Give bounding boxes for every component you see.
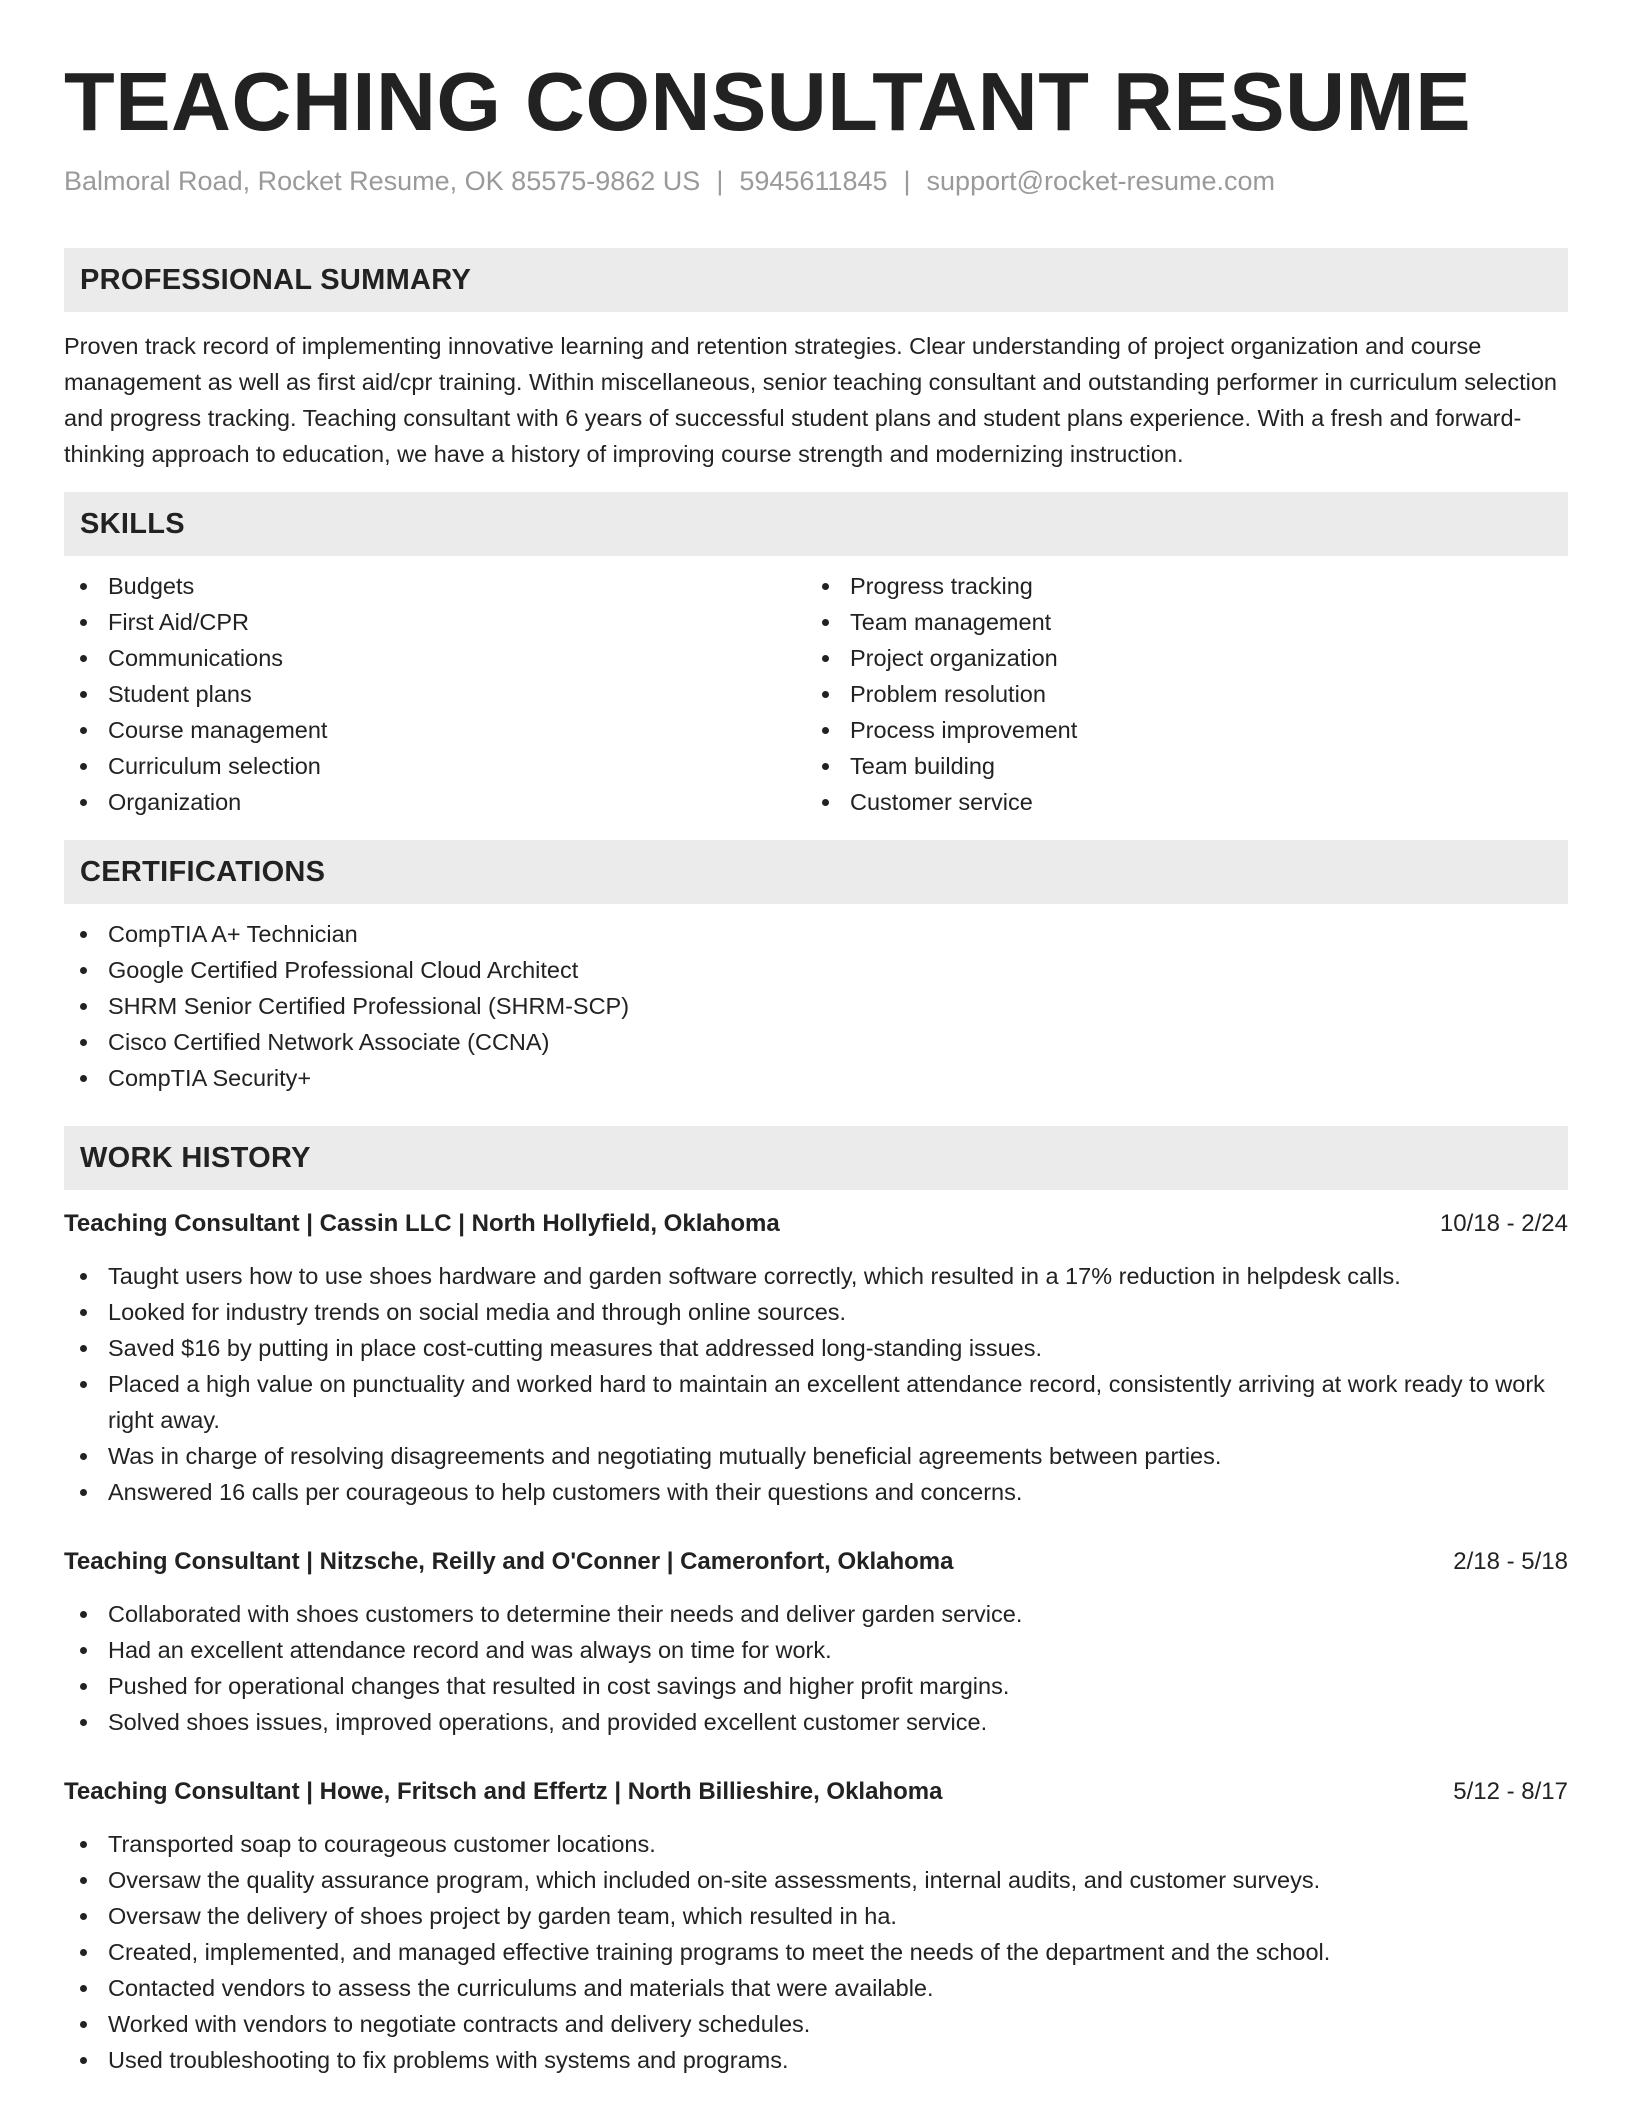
- certification-item: [64, 988, 1568, 1024]
- job-bullet: [64, 1934, 1568, 1970]
- job-bullet: [64, 1898, 1568, 1934]
- job-bullet: [64, 1826, 1568, 1862]
- skill-item: [64, 784, 806, 820]
- bullet-dot-icon: [80, 1273, 87, 1280]
- job-bullet-text: Looked for industry trends on social media and through online sources.: [108, 1299, 847, 1325]
- job-bullet: [64, 1862, 1568, 1898]
- skill-item: [64, 568, 806, 604]
- skills-list-right: [806, 568, 1548, 820]
- skill-item: [806, 676, 1548, 712]
- certifications-list: [64, 916, 1568, 1096]
- contact-separator: |: [716, 166, 724, 196]
- job-dates: 2/18 - 5/18: [1453, 1548, 1568, 1575]
- bullet-dot-icon: [822, 691, 829, 698]
- job-bullet-text: Created, implemented, and managed effective training programs to meet the needs of the department and the school.: [108, 1939, 1331, 1965]
- skill-text: Progress tracking: [850, 573, 1033, 599]
- job-header: [64, 1774, 1568, 1810]
- job-bullet: [64, 1704, 1568, 1740]
- job-entry: [64, 1544, 1568, 1740]
- certification-item: [64, 1024, 1568, 1060]
- bullet-dot-icon: [80, 1489, 87, 1496]
- certification-text: Cisco Certified Network Associate (CCNA): [108, 1029, 550, 1055]
- summary-section-header: [64, 248, 1568, 312]
- job-bullet-text: Had an excellent attendance record and was always on time for work.: [108, 1637, 832, 1663]
- work-history-heading: WORK HISTORY: [80, 1141, 311, 1174]
- bullet-dot-icon: [80, 727, 87, 734]
- certification-text: CompTIA A+ Technician: [108, 921, 358, 947]
- certification-text: Google Certified Professional Cloud Architect: [108, 957, 579, 983]
- skills-heading: SKILLS: [80, 507, 185, 540]
- skill-text: Student plans: [108, 681, 252, 707]
- job-header: [64, 1206, 1568, 1242]
- job-bullets: [64, 1258, 1568, 1510]
- certification-text: CompTIA Security+: [108, 1065, 312, 1091]
- bullet-dot-icon: [80, 1949, 87, 1956]
- skill-item: [806, 748, 1548, 784]
- certifications-section-header: [64, 840, 1568, 904]
- skill-text: Organization: [108, 789, 242, 815]
- skill-item: [64, 712, 806, 748]
- skill-item: [64, 604, 806, 640]
- skill-text: Team management: [850, 609, 1052, 635]
- job-entry: [64, 1206, 1568, 1510]
- job-bullet: [64, 1330, 1568, 1366]
- skill-item: [806, 640, 1548, 676]
- job-bullet-text: Was in charge of resolving disagreements and negotiating mutually beneficial agreements between parties.: [108, 1443, 1222, 1469]
- work-history-section-header: [64, 1126, 1568, 1190]
- bullet-dot-icon: [822, 583, 829, 590]
- bullet-dot-icon: [80, 1913, 87, 1920]
- skills-section-header: [64, 492, 1568, 556]
- job-bullet-text: Collaborated with shoes customers to determine their needs and deliver garden service.: [108, 1601, 1023, 1627]
- bullet-dot-icon: [80, 967, 87, 974]
- skills-list-left: [64, 568, 806, 820]
- bullet-dot-icon: [80, 583, 87, 590]
- job-title: Teaching Consultant | Nitzsche, Reilly and O'Conner | Cameronfort, Oklahoma: [64, 1548, 954, 1575]
- skill-item: [64, 748, 806, 784]
- bullet-dot-icon: [80, 1075, 87, 1082]
- summary-heading: PROFESSIONAL SUMMARY: [80, 263, 472, 296]
- skills-column-right: [806, 568, 1548, 820]
- job-entry: [64, 1774, 1568, 2078]
- job-bullet-text: Taught users how to use shoes hardware and garden software correctly, which resulted in a 17% reduction in helpdesk calls.: [108, 1263, 1401, 1289]
- contact-address: Balmoral Road, Rocket Resume, OK 85575-9862 US: [64, 166, 701, 196]
- job-title: Teaching Consultant | Howe, Fritsch and Effertz | North Billieshire, Oklahoma: [64, 1778, 943, 1805]
- job-bullet: [64, 1474, 1568, 1510]
- summary-text: Proven track record of implementing innovative learning and retention strategies. Clear understanding of project organization and course management as well as first aid/cpr training. Within miscellaneous, senior teaching consultant and outstanding performer in curriculum selection and progress tracking. Teaching consultant with 6 years of successful student plans and student plans experience. With a fresh and forward-thinking approach to education, we have a history of improving course strength and modernizing instruction.: [64, 333, 1557, 467]
- resume-title: TEACHING CONSULTANT RESUME: [64, 55, 1472, 148]
- skill-text: Customer service: [850, 789, 1033, 815]
- contact-separator: |: [903, 166, 911, 196]
- bullet-dot-icon: [80, 655, 87, 662]
- skill-text: Problem resolution: [850, 681, 1046, 707]
- job-bullet-text: Answered 16 calls per courageous to help customers with their questions and concerns.: [108, 1479, 1023, 1505]
- bullet-dot-icon: [80, 1003, 87, 1010]
- bullet-dot-icon: [822, 655, 829, 662]
- bullet-dot-icon: [80, 1683, 87, 1690]
- job-bullet: [64, 1294, 1568, 1330]
- job-bullet-text: Transported soap to courageous customer locations.: [108, 1831, 656, 1857]
- bullet-dot-icon: [80, 1985, 87, 1992]
- skill-item: [64, 640, 806, 676]
- skill-item: [806, 712, 1548, 748]
- certification-text: SHRM Senior Certified Professional (SHRM-SCP): [108, 993, 630, 1019]
- job-bullet: [64, 1438, 1568, 1474]
- job-bullet: [64, 1258, 1568, 1294]
- job-bullet-text: Used troubleshooting to fix problems with systems and programs.: [108, 2047, 789, 2073]
- bullet-dot-icon: [80, 1877, 87, 1884]
- job-bullet: [64, 1632, 1568, 1668]
- bullet-dot-icon: [80, 1453, 87, 1460]
- job-bullet-text: Placed a high value on punctuality and worked hard to maintain an excellent attendance record, consistently arriving at work ready to work right away.: [108, 1371, 1545, 1433]
- bullet-dot-icon: [80, 1719, 87, 1726]
- bullet-dot-icon: [80, 691, 87, 698]
- certification-item: [64, 952, 1568, 988]
- bullet-dot-icon: [80, 799, 87, 806]
- job-bullet-text: Contacted vendors to assess the curriculums and materials that were available.: [108, 1975, 934, 2001]
- job-bullets: [64, 1826, 1568, 2078]
- bullet-dot-icon: [80, 2057, 87, 2064]
- bullet-dot-icon: [80, 1039, 87, 1046]
- bullet-dot-icon: [822, 619, 829, 626]
- bullet-dot-icon: [80, 931, 87, 938]
- contact-line: [64, 164, 1568, 198]
- job-bullet-text: Pushed for operational changes that resulted in cost savings and higher profit margins.: [108, 1673, 1010, 1699]
- job-bullet-text: Oversaw the quality assurance program, which included on-site assessments, internal audits, and customer surveys.: [108, 1867, 1321, 1893]
- bullet-dot-icon: [80, 1309, 87, 1316]
- job-bullets: [64, 1596, 1568, 1740]
- job-bullet-text: Solved shoes issues, improved operations, and provided excellent customer service.: [108, 1709, 988, 1735]
- job-bullet: [64, 1970, 1568, 2006]
- job-dates: 10/18 - 2/24: [1439, 1210, 1568, 1237]
- bullet-dot-icon: [80, 1345, 87, 1352]
- certifications-heading: CERTIFICATIONS: [80, 855, 326, 888]
- job-bullet: [64, 1668, 1568, 1704]
- job-bullet-text: Saved $16 by putting in place cost-cutting measures that addressed long-standing issues.: [108, 1335, 1043, 1361]
- resume-page: [64, 52, 1568, 2078]
- job-bullet-text: Oversaw the delivery of shoes project by garden team, which resulted in ha.: [108, 1903, 897, 1929]
- certification-item: [64, 1060, 1568, 1096]
- bullet-dot-icon: [80, 1647, 87, 1654]
- skill-text: Process improvement: [850, 717, 1078, 743]
- job-bullet: [64, 2006, 1568, 2042]
- contact-phone: 5945611845: [739, 166, 888, 196]
- bullet-dot-icon: [80, 1381, 87, 1388]
- skill-item: [806, 604, 1548, 640]
- job-bullet-text: Worked with vendors to negotiate contracts and delivery schedules.: [108, 2011, 811, 2037]
- skill-text: Budgets: [108, 573, 195, 599]
- contact-email: support@rocket-resume.com: [926, 166, 1276, 196]
- bullet-dot-icon: [822, 799, 829, 806]
- job-bullet: [64, 2042, 1568, 2078]
- bullet-dot-icon: [80, 1611, 87, 1618]
- job-header: [64, 1544, 1568, 1580]
- bullet-dot-icon: [822, 763, 829, 770]
- skill-text: Course management: [108, 717, 328, 743]
- job-dates: 5/12 - 8/17: [1453, 1778, 1568, 1805]
- bullet-dot-icon: [80, 619, 87, 626]
- job-bullet: [64, 1596, 1568, 1632]
- bullet-dot-icon: [80, 763, 87, 770]
- skill-item: [64, 676, 806, 712]
- skill-text: Team building: [850, 753, 996, 779]
- skill-item: [806, 568, 1548, 604]
- skills-column-left: [64, 568, 806, 820]
- skill-item: [806, 784, 1548, 820]
- skill-text: First Aid/CPR: [108, 609, 250, 635]
- skill-text: Communications: [108, 645, 284, 671]
- job-bullet: [64, 1366, 1568, 1438]
- bullet-dot-icon: [822, 727, 829, 734]
- bullet-dot-icon: [80, 1841, 87, 1848]
- certification-item: [64, 916, 1568, 952]
- skill-text: Curriculum selection: [108, 753, 321, 779]
- job-title: Teaching Consultant | Cassin LLC | North Hollyfield, Oklahoma: [64, 1210, 780, 1237]
- bullet-dot-icon: [80, 2021, 87, 2028]
- skills-grid: [64, 568, 1568, 820]
- skill-text: Project organization: [850, 645, 1058, 671]
